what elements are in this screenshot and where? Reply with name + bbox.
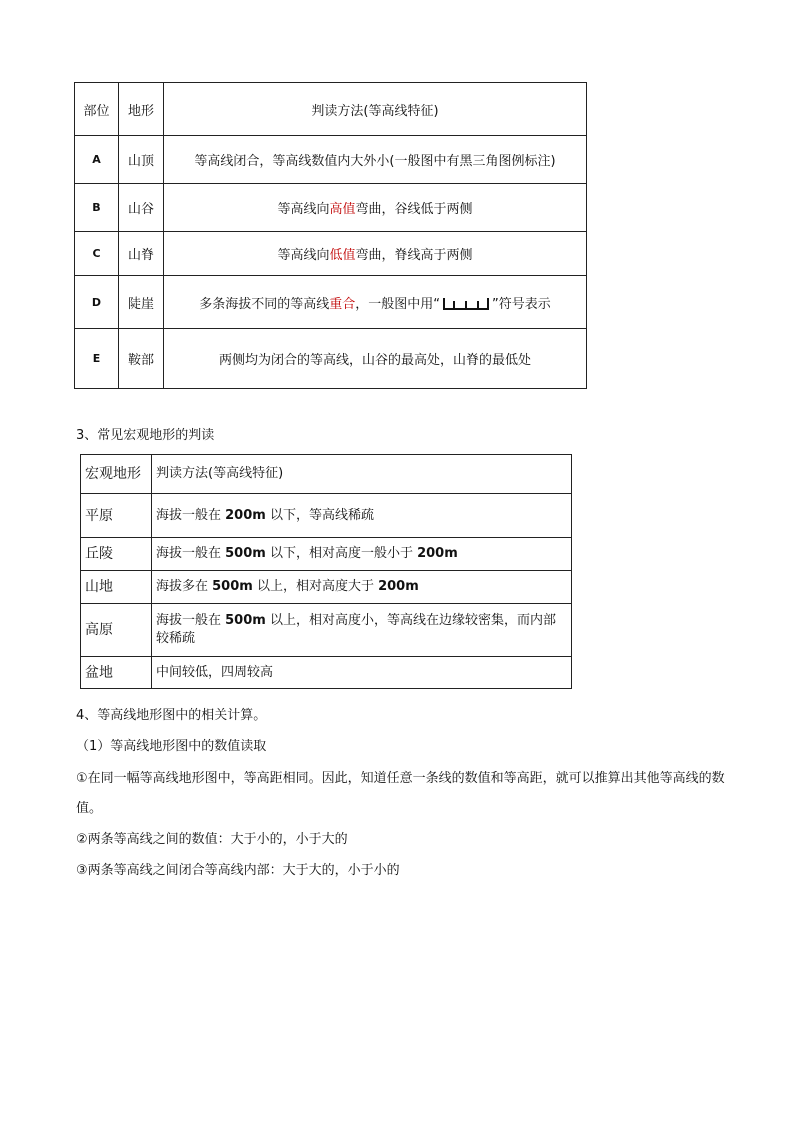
- row-code: C: [75, 232, 119, 276]
- macro-landform-table: [80, 454, 572, 689]
- row-landform: 丘陵: [81, 538, 152, 571]
- header-landform: 地形: [119, 83, 164, 136]
- table-row: [81, 494, 572, 538]
- row-landform: 鞍部: [119, 329, 164, 389]
- row-method: 等高线闭合，等高线数值内大外小(一般图中有黑三角图例标注): [164, 136, 587, 184]
- section-4-title: 4、等高线地形图中的相关计算。: [76, 708, 267, 723]
- row-landform: 山顶: [119, 136, 164, 184]
- method-number: 200m: [378, 579, 419, 594]
- table-row: [75, 136, 587, 184]
- table-row: [81, 657, 572, 689]
- row-method: 中间较低，四周较高: [152, 657, 572, 689]
- method-text: 以下，等高线稀疏: [265, 507, 374, 523]
- method-text: 以上，相对高度大于: [252, 579, 379, 594]
- cliff-symbol-icon: [442, 297, 490, 311]
- row-landform: 山脊: [119, 232, 164, 276]
- method-text: 弯曲，谷线低于两侧: [355, 202, 473, 217]
- table-row: [75, 232, 587, 276]
- header-part: 部位: [75, 83, 119, 136]
- table-header-row: [81, 455, 572, 494]
- method-number: 500m: [225, 546, 266, 561]
- header-macro-landform: 宏观地形: [81, 455, 152, 494]
- table-row: [75, 329, 587, 389]
- landform-part-table: [74, 82, 587, 389]
- row-method: [152, 604, 572, 657]
- method-text: 以下，相对高度一般小于: [265, 546, 418, 561]
- method-text: 多条海拔不同的等高线: [199, 296, 330, 312]
- row-landform: 盆地: [81, 657, 152, 689]
- table-row: [75, 276, 587, 329]
- method-text: 海拔一般在: [156, 507, 226, 523]
- header-method: 判读方法(等高线特征): [152, 455, 572, 494]
- table-header-row: [75, 83, 587, 136]
- method-text: 海拔一般在: [156, 546, 226, 561]
- row-method: [164, 276, 587, 329]
- method-text: 等高线向: [277, 202, 330, 217]
- method-text: ”符号表示: [492, 296, 551, 312]
- row-landform: 平原: [81, 494, 152, 538]
- row-method: [152, 571, 572, 604]
- section-4-item-3: ③两条等高线之间闭合等高线内部：大于大的，小于小的: [76, 863, 400, 878]
- header-method: 判读方法(等高线特征): [164, 83, 587, 136]
- method-text: 以上，相对高度小，等高线在边缘较密集，而内部较稀疏: [156, 613, 556, 646]
- method-text: 海拔多在: [156, 579, 213, 594]
- table-row: [81, 604, 572, 657]
- method-number: 200m: [417, 546, 458, 561]
- row-landform: 山地: [81, 571, 152, 604]
- section-4-subtitle: （1）等高线地形图中的数值读取: [76, 739, 267, 754]
- row-method: [164, 184, 587, 232]
- method-highlight: 低值: [329, 248, 356, 263]
- table-row: [81, 571, 572, 604]
- table-row: [81, 538, 572, 571]
- row-method: [152, 494, 572, 538]
- method-number: 500m: [212, 579, 253, 594]
- method-number: 200m: [225, 507, 266, 523]
- row-method: 两侧均为闭合的等高线，山谷的最高处，山脊的最低处: [164, 329, 587, 389]
- section-4-item-2: ②两条等高线之间的数值：大于小的，小于大的: [76, 832, 348, 847]
- method-text: 等高线向: [277, 248, 330, 263]
- section-3-title: 3、常见宏观地形的判读: [76, 428, 215, 443]
- row-code: B: [75, 184, 119, 232]
- row-landform: 高原: [81, 604, 152, 657]
- method-highlight: 重合: [329, 296, 356, 312]
- method-highlight: 高值: [329, 202, 356, 217]
- table-row: [75, 184, 587, 232]
- row-method: [152, 538, 572, 571]
- row-code: E: [75, 329, 119, 389]
- method-number: 500m: [225, 613, 266, 628]
- row-code: A: [75, 136, 119, 184]
- section-4-item-1: ①在同一幅等高线地形图中，等高距相同。因此，知道任意一条线的数值和等高距，就可以推算出其他等高线的数值。: [76, 771, 725, 816]
- method-text: 弯曲，脊线高于两侧: [355, 248, 473, 263]
- row-landform: 山谷: [119, 184, 164, 232]
- method-text: ，一般图中用“: [355, 296, 441, 312]
- method-text: 海拔一般在: [156, 613, 226, 628]
- row-method: [164, 232, 587, 276]
- row-code: D: [75, 276, 119, 329]
- row-landform: 陡崖: [119, 276, 164, 329]
